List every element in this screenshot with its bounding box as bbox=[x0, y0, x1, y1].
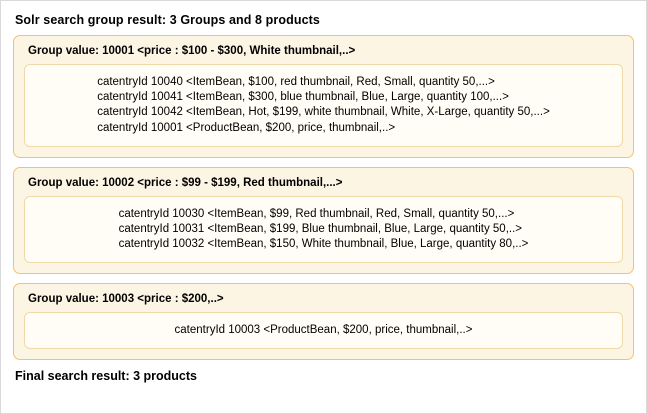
group-items bbox=[24, 196, 623, 264]
list-item: catentryId 10032 <ItemBean, $150, White thumbnail, Blue, Large, quantity 80,..> bbox=[118, 238, 529, 251]
list-item: catentryId 10003 <ProductBean, $200, price, thumbnail,..> bbox=[174, 324, 473, 337]
final-result-label: Final search result: 3 products bbox=[15, 369, 197, 384]
group-items-inner bbox=[175, 323, 473, 338]
page-title: Solr search group result: 3 Groups and 8 products bbox=[15, 13, 320, 27]
group-header: Group value: 10001 <price : $100 - $300, White thumbnail,..> bbox=[28, 45, 356, 57]
group-items bbox=[24, 64, 623, 147]
list-item: catentryId 10042 <ItemBean, Hot, $199, white thumbnail, White, X-Large, quantity 50,...> bbox=[97, 106, 550, 119]
list-item: catentryId 10041 <ItemBean, $300, blue thumbnail, Blue, Large, quantity 100,...> bbox=[97, 91, 509, 104]
group-box-10003 bbox=[13, 283, 634, 360]
group-list bbox=[13, 35, 634, 360]
group-box-10001 bbox=[13, 35, 634, 158]
list-item: catentryId 10001 <ProductBean, $200, price, thumbnail,..> bbox=[97, 121, 396, 134]
group-box-10002 bbox=[13, 167, 634, 275]
group-header: Group value: 10002 <price : $99 - $199, Red thumbnail,...> bbox=[28, 176, 343, 189]
group-items-inner bbox=[119, 207, 529, 253]
list-item: catentryId 10030 <ItemBean, $99, Red thumbnail, Red, Small, quantity 50,...> bbox=[118, 207, 515, 220]
group-items bbox=[24, 312, 623, 349]
list-item: catentryId 10031 <ItemBean, $199, Blue thumbnail, Blue, Large, quantity 50,..> bbox=[118, 222, 523, 235]
list-item: catentryId 10040 <ItemBean, $100, red thumbnail, Red, Small, quantity 50,...> bbox=[97, 76, 495, 88]
group-header: Group value: 10003 <price : $200,..> bbox=[28, 293, 224, 306]
group-items-inner bbox=[97, 75, 550, 136]
